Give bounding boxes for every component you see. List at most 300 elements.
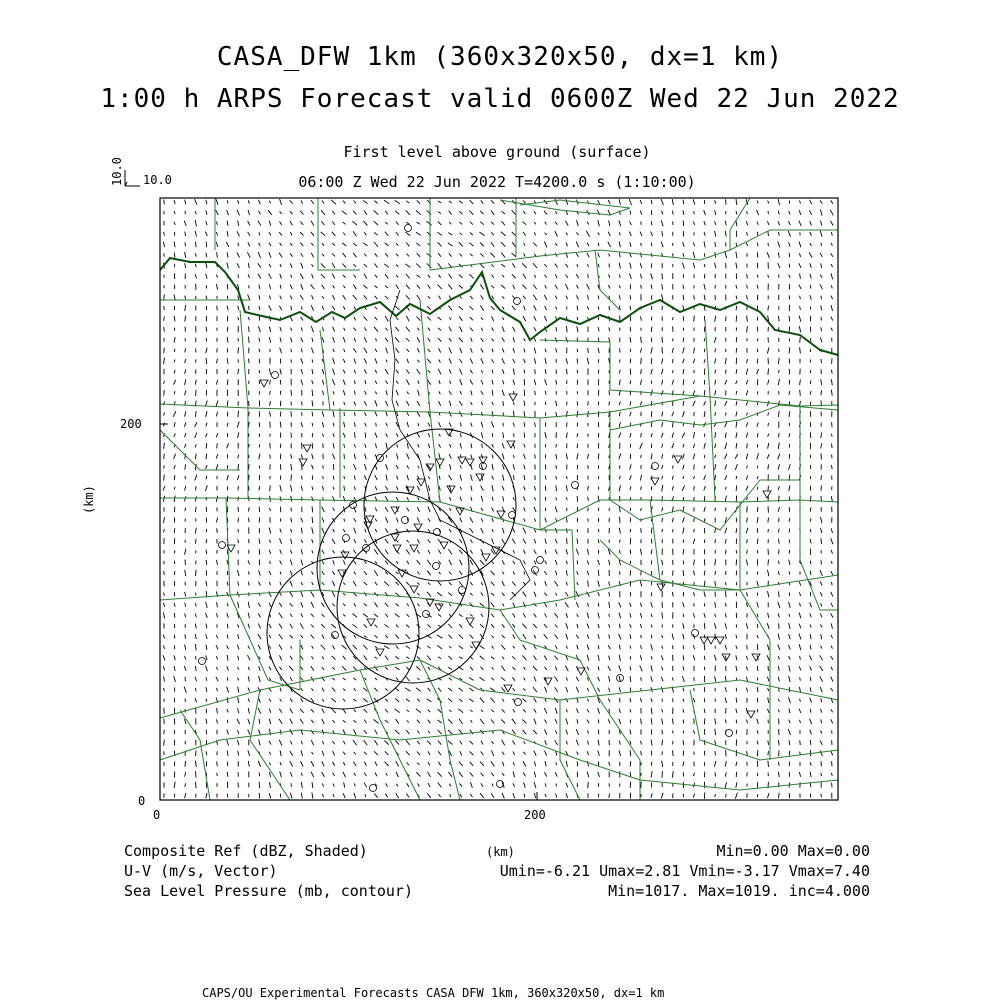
wind-vector: [343, 720, 345, 723]
wind-vector: [269, 646, 270, 649]
wind-vector: [565, 666, 568, 672]
wind-vector: [216, 433, 218, 437]
wind-vector: [375, 338, 376, 341]
wind-vector: [746, 413, 747, 416]
wind-vector: [566, 687, 568, 692]
wind-vector: [523, 720, 527, 724]
wind-vector: [343, 741, 345, 744]
wind-vector: [258, 645, 260, 649]
wind-vector: [588, 677, 589, 680]
wind-vector: [555, 337, 557, 342]
wind-vector: [259, 773, 260, 777]
wind-vector: [524, 497, 526, 501]
wind-vector: [333, 285, 335, 288]
wind-vector: [439, 444, 441, 448]
wind-vector: [662, 454, 663, 459]
wind-vector: [321, 210, 325, 215]
wind-vector: [364, 370, 366, 374]
wind-vector: [354, 402, 356, 406]
wind-vector: [196, 688, 197, 692]
wind-vector: [195, 220, 196, 226]
wind-vector: [577, 453, 578, 459]
wind-vector: [524, 678, 526, 681]
wind-vector: [789, 242, 791, 246]
wind-vector: [471, 443, 472, 448]
wind-vector: [534, 635, 536, 639]
wind-vector: [512, 253, 517, 257]
wind-vector: [438, 730, 442, 734]
wind-vector: [417, 720, 420, 723]
wind-vector: [406, 327, 410, 332]
wind-vector: [556, 307, 557, 310]
wind-vector: [217, 528, 218, 533]
wind-vector: [353, 614, 358, 618]
wind-vector: [491, 624, 494, 628]
wind-vector: [216, 232, 217, 236]
wind-vector: [662, 507, 663, 511]
wind-vector: [471, 423, 472, 427]
wind-vector: [438, 741, 441, 745]
wind-vector: [810, 719, 812, 724]
wind-vector: [301, 560, 303, 566]
wind-vector: [344, 402, 345, 405]
wind-vector: [598, 624, 599, 628]
wind-vector: [491, 678, 494, 681]
wind-vector: [778, 793, 779, 799]
wind-vector: [460, 475, 462, 481]
wind-vector: [438, 285, 442, 290]
wind-vector: [385, 667, 388, 670]
wind-vector: [619, 422, 620, 427]
wind-vector: [206, 655, 207, 660]
wind-vector: [725, 454, 727, 459]
wind-vector: [683, 391, 685, 395]
wind-vector: [502, 390, 504, 396]
wind-vector: [459, 624, 462, 628]
wind-vector: [343, 678, 346, 680]
wind-vector: [248, 667, 249, 670]
wind-vector: [609, 602, 610, 608]
wind-vector: [587, 645, 589, 650]
wind-vector: [577, 220, 579, 226]
wind-vector: [545, 783, 546, 786]
wind-vector: [810, 391, 811, 395]
wind-vector: [386, 401, 388, 406]
wind-vector: [195, 666, 196, 671]
wind-vector: [460, 443, 461, 448]
wind-vector: [820, 570, 822, 576]
wind-vector: [491, 561, 494, 564]
wind-vector: [704, 411, 705, 417]
wind-vector: [513, 613, 516, 617]
wind-vector: [619, 741, 620, 745]
wind-vector: [641, 741, 642, 745]
wind-vector: [747, 211, 748, 214]
wind-vector: [502, 793, 504, 799]
wind-vector: [344, 518, 345, 521]
wind-vector: [641, 337, 642, 343]
wind-vector: [576, 687, 578, 692]
wind-vector: [630, 676, 631, 682]
wind-vector: [726, 370, 727, 374]
wind-vector: [481, 592, 483, 596]
wind-vector: [704, 232, 705, 236]
wind-vector: [258, 274, 261, 279]
wind-vector: [736, 380, 738, 384]
wind-vector: [374, 221, 378, 225]
wind-vector: [554, 698, 558, 703]
wind-vector: [513, 529, 515, 533]
wind-vector: [662, 612, 663, 618]
wind-vector: [417, 201, 420, 204]
wind-vector: [459, 709, 464, 713]
wind-vector: [693, 698, 694, 702]
wind-vector: [513, 507, 515, 511]
wind-vector: [683, 699, 684, 702]
wind-vector: [491, 614, 494, 617]
wind-vector: [174, 655, 175, 660]
wind-vector: [269, 709, 271, 713]
wind-vector: [333, 645, 335, 649]
wind-vector: [831, 317, 833, 321]
wind-vector: [810, 783, 811, 787]
wind-vector: [428, 646, 431, 648]
wind-vector: [789, 316, 790, 322]
wind-vector: [417, 243, 421, 246]
wind-vector: [438, 338, 441, 341]
wind-vector: [810, 507, 811, 511]
wind-vector: [206, 454, 207, 460]
wind-vector: [491, 793, 494, 797]
wind-vector: [459, 646, 463, 649]
wind-vector: [619, 454, 621, 460]
wind-vector: [757, 275, 758, 278]
wind-vector: [238, 475, 239, 480]
wind-vector: [746, 656, 747, 660]
wind-vector: [704, 390, 705, 396]
wind-vector: [406, 751, 410, 755]
wind-vector: [598, 570, 599, 576]
wind-vector: [164, 475, 165, 481]
wind-vector: [343, 275, 346, 278]
wind-vector: [820, 625, 822, 628]
wind-vector: [312, 656, 314, 659]
wind-vector: [333, 369, 335, 375]
wind-vector: [661, 687, 663, 692]
wind-vector: [470, 528, 474, 533]
station-triangle-icon: [299, 459, 307, 466]
wind-vector: [800, 347, 801, 353]
wind-vector: [651, 771, 652, 777]
wind-vector: [789, 560, 790, 566]
wind-vector: [567, 326, 568, 332]
wind-vector: [694, 380, 695, 384]
wind-vector: [227, 327, 228, 332]
wind-vector: [196, 539, 197, 544]
wind-vector: [820, 750, 822, 756]
wind-vector: [312, 793, 313, 799]
wind-vector: [375, 381, 377, 384]
wind-vector: [683, 688, 684, 692]
wind-vector: [609, 455, 610, 458]
wind-vector: [174, 603, 175, 607]
wind-vector: [322, 327, 323, 331]
wind-vector: [641, 253, 642, 258]
wind-vector: [641, 369, 642, 374]
wind-vector: [417, 582, 419, 584]
wind-vector: [555, 625, 557, 628]
wind-vector: [385, 656, 388, 660]
wind-vector: [248, 730, 250, 735]
wind-vector: [831, 328, 832, 331]
wind-vector: [428, 688, 431, 691]
wind-vector: [375, 296, 378, 299]
wind-vector: [566, 358, 568, 364]
wind-vector: [322, 761, 324, 766]
wind-vector: [354, 710, 356, 713]
subtitle-level: First level above ground (surface): [343, 143, 651, 161]
wind-vector: [312, 369, 313, 374]
wind-vector: [248, 613, 249, 619]
wind-vector: [545, 550, 546, 554]
wind-vector: [174, 295, 175, 301]
wind-vector: [480, 646, 485, 649]
wind-vector: [832, 444, 833, 449]
wind-vector: [301, 454, 302, 458]
wind-vector: [470, 635, 473, 639]
wind-vector: [555, 772, 557, 776]
wind-vector: [248, 624, 250, 629]
wind-vector: [523, 539, 526, 544]
wind-vector: [290, 285, 292, 290]
wind-vector: [672, 211, 673, 215]
wind-vector: [566, 718, 568, 724]
wind-vector: [258, 634, 261, 639]
wind-vector: [481, 710, 483, 712]
wind-vector: [555, 507, 557, 513]
wind-vector: [449, 710, 451, 712]
wind-vector: [598, 581, 600, 587]
wind-vector: [535, 422, 536, 426]
wind-vector: [608, 719, 610, 723]
wind-vector: [715, 380, 716, 385]
wind-vector: [375, 762, 377, 766]
wind-vector: [206, 751, 207, 755]
wind-vector: [587, 772, 589, 778]
wind-vector: [227, 443, 229, 448]
wind-vector: [448, 772, 452, 777]
wind-vector: [375, 519, 377, 522]
wind-vector: [375, 392, 376, 395]
wind-vector: [704, 507, 705, 512]
wind-vector: [779, 529, 780, 533]
wind-vector: [662, 465, 663, 469]
wind-vector: [757, 794, 758, 797]
wind-vector: [672, 433, 673, 438]
wind-vector: [195, 698, 197, 702]
wind-vector: [523, 752, 525, 755]
wind-vector: [831, 773, 832, 776]
wind-vector: [247, 252, 250, 258]
station-circle-icon: [572, 482, 579, 489]
wind-vector: [535, 369, 536, 374]
wind-vector: [226, 242, 229, 247]
wind-vector: [238, 751, 239, 756]
wind-vector: [533, 666, 537, 671]
wind-vector: [322, 719, 325, 724]
wind-vector: [174, 380, 176, 385]
wind-vector: [195, 253, 196, 256]
wind-vector: [460, 794, 462, 798]
wind-vector: [673, 222, 674, 225]
wind-vector: [322, 614, 325, 617]
wind-vector: [704, 518, 705, 522]
wind-vector: [321, 624, 324, 628]
wind-vector: [534, 275, 536, 278]
wind-vector: [768, 232, 769, 236]
wind-vector: [683, 709, 684, 713]
wind-vector: [280, 337, 281, 342]
wind-vector: [470, 614, 473, 616]
wind-vector: [385, 635, 388, 638]
wind-vector: [395, 688, 399, 691]
wind-vector: [810, 645, 811, 650]
wind-vector: [715, 475, 716, 480]
wind-vector: [164, 465, 165, 468]
wind-vector: [556, 465, 557, 469]
wind-vector: [693, 476, 694, 479]
wind-vector: [598, 772, 600, 777]
wind-vector: [416, 211, 421, 215]
wind-vector: [375, 678, 377, 680]
wind-vector: [555, 635, 558, 639]
wind-vector: [491, 285, 494, 288]
wind-vector: [492, 784, 493, 787]
wind-vector: [736, 263, 737, 269]
wind-vector: [492, 476, 494, 480]
wind-vector: [503, 401, 504, 406]
wind-vector: [163, 655, 165, 660]
wind-vector: [407, 475, 408, 480]
wind-vector: [321, 263, 325, 267]
wind-vector: [365, 507, 366, 511]
wind-vector: [789, 665, 790, 671]
wind-vector: [683, 454, 685, 459]
wind-vector: [396, 497, 398, 501]
wind-vector: [469, 274, 473, 278]
wind-vector: [619, 645, 620, 650]
wind-vector: [533, 263, 537, 268]
wind-vector: [449, 317, 451, 320]
wind-vector: [577, 370, 578, 373]
wind-vector: [481, 783, 483, 786]
station-triangle-icon: [700, 637, 708, 644]
wind-vector: [481, 200, 483, 203]
wind-vector: [545, 772, 547, 776]
wind-vector: [725, 496, 726, 502]
wind-vector: [450, 794, 451, 797]
wind-vector: [556, 380, 557, 385]
wind-vector: [269, 699, 271, 702]
wind-vector: [448, 719, 452, 723]
wind-vector: [397, 476, 398, 480]
wind-vector: [555, 211, 557, 213]
wind-vector: [449, 327, 451, 332]
wind-vector: [217, 613, 218, 617]
wind-vector: [301, 253, 303, 257]
wind-vector: [524, 359, 526, 363]
wind-vector: [238, 697, 239, 703]
wind-vector: [630, 263, 631, 269]
wind-vector: [630, 464, 631, 469]
wind-vector: [810, 624, 811, 627]
wind-vector: [662, 422, 663, 427]
wind-vector: [311, 720, 313, 723]
wind-vector: [502, 687, 505, 691]
wind-vector: [333, 550, 335, 553]
wind-vector: [406, 243, 409, 247]
wind-vector: [449, 646, 451, 648]
wind-vector: [630, 380, 631, 384]
wind-vector: [524, 422, 525, 427]
wind-vector: [757, 614, 758, 617]
legend-composite-ref: Composite Ref (dBZ, Shaded): [124, 842, 368, 860]
wind-vector: [395, 211, 399, 215]
wind-vector: [196, 782, 197, 788]
wind-vector: [333, 443, 334, 448]
wind-vector: [195, 433, 197, 438]
wind-vector: [704, 591, 705, 597]
wind-vector: [448, 698, 452, 702]
wind-vector: [439, 422, 441, 427]
wind-vector: [471, 475, 473, 481]
wind-vector: [800, 656, 801, 660]
wind-vector: [523, 634, 526, 639]
wind-vector: [459, 719, 463, 724]
wind-vector: [417, 604, 419, 607]
wind-vector: [693, 263, 694, 268]
wind-vector: [501, 253, 505, 258]
wind-vector: [259, 507, 260, 512]
wind-vector: [470, 550, 472, 554]
wind-vector: [365, 433, 366, 438]
wind-vector: [662, 666, 663, 670]
wind-vector: [333, 358, 335, 364]
wind-vector: [715, 455, 716, 458]
wind-vector: [227, 306, 228, 310]
wind-vector: [438, 201, 441, 203]
wind-vector: [448, 624, 452, 628]
wind-vector: [206, 358, 207, 364]
wind-vector: [280, 550, 282, 554]
wind-vector: [290, 560, 292, 566]
wind-vector: [270, 508, 271, 511]
wind-vector: [164, 443, 165, 449]
wind-vector: [280, 222, 282, 225]
wind-vector: [524, 550, 526, 554]
wind-vector: [747, 359, 748, 363]
wind-vector: [449, 412, 451, 417]
wind-vector: [248, 412, 249, 416]
wind-vector: [693, 794, 695, 798]
wind-vector: [778, 199, 779, 205]
wind-vector: [502, 369, 504, 374]
wind-vector: [459, 316, 462, 320]
wind-vector: [406, 338, 409, 341]
wind-vector: [290, 624, 293, 629]
wind-vector: [565, 592, 568, 596]
wind-vector: [259, 782, 260, 788]
